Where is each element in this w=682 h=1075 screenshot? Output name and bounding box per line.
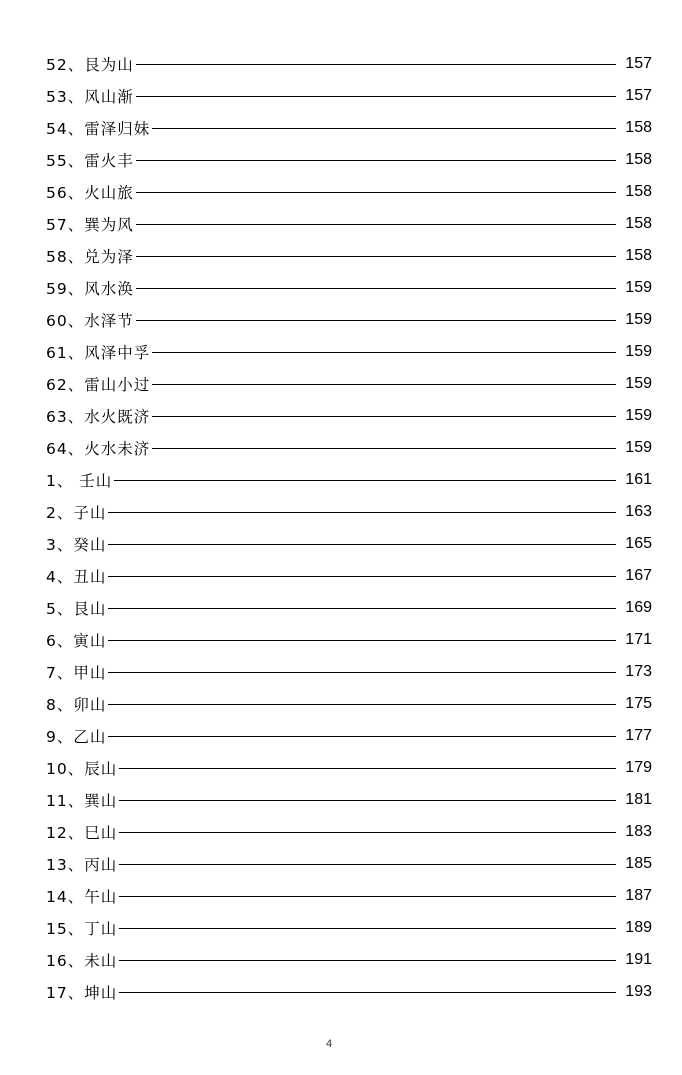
toc-entry-title: 5、艮山 xyxy=(46,600,107,618)
toc-entry-title: 61、风泽中孚 xyxy=(46,344,151,362)
toc-leader-line xyxy=(136,96,616,97)
toc-entry-page: 159 xyxy=(625,407,652,424)
toc-entry-title: 54、雷泽归妹 xyxy=(46,120,151,138)
toc-leader-line xyxy=(119,832,616,833)
toc-entry-page: 173 xyxy=(625,663,652,680)
toc-leader-line xyxy=(152,416,616,417)
toc-entry[interactable] xyxy=(46,720,652,752)
toc-entry-page: 167 xyxy=(625,567,652,584)
toc-leader-line xyxy=(108,640,616,641)
page-number: 4 xyxy=(325,1038,333,1050)
toc-entry-page: 157 xyxy=(625,55,652,72)
toc-entry-title: 62、雷山小过 xyxy=(46,376,151,394)
toc-entry-title: 9、乙山 xyxy=(46,728,107,746)
toc-leader-line xyxy=(119,768,616,769)
toc-entry[interactable] xyxy=(46,880,652,912)
toc-entry[interactable] xyxy=(46,624,652,656)
toc-entry-page: 158 xyxy=(625,183,652,200)
toc-leader-line xyxy=(136,256,616,257)
toc-entry-title: 1、 壬山 xyxy=(46,472,113,490)
toc-entry-page: 159 xyxy=(625,375,652,392)
toc-entry[interactable] xyxy=(46,400,652,432)
toc-entry[interactable] xyxy=(46,208,652,240)
toc-entry[interactable] xyxy=(46,432,652,464)
toc-entry-page: 158 xyxy=(625,247,652,264)
toc-entry-title: 16、未山 xyxy=(46,952,118,970)
toc-leader-line xyxy=(152,128,616,129)
toc-entry-title: 56、火山旅 xyxy=(46,184,134,202)
toc-leader-line xyxy=(108,672,616,673)
toc-entry[interactable] xyxy=(46,560,652,592)
toc-leader-line xyxy=(136,64,616,65)
toc-entry[interactable] xyxy=(46,48,652,80)
toc-entry-title: 12、巳山 xyxy=(46,824,118,842)
toc-entry[interactable] xyxy=(46,80,652,112)
toc-entry-title: 6、寅山 xyxy=(46,632,107,650)
toc-entry-title: 11、巽山 xyxy=(46,792,118,810)
toc-entry-page: 189 xyxy=(625,919,652,936)
toc-entry-page: 158 xyxy=(625,215,652,232)
toc-entry-title: 58、兑为泽 xyxy=(46,248,134,266)
toc-entry[interactable] xyxy=(46,336,652,368)
toc-entry-title: 57、巽为风 xyxy=(46,216,134,234)
toc-leader-line xyxy=(136,288,616,289)
toc-leader-line xyxy=(136,160,616,161)
toc-entry[interactable] xyxy=(46,848,652,880)
toc-entry[interactable] xyxy=(46,912,652,944)
toc-entry-title: 17、坤山 xyxy=(46,984,118,1002)
toc-entry-page: 159 xyxy=(625,343,652,360)
toc-entry-page: 159 xyxy=(625,279,652,296)
toc-entry-title: 59、风水涣 xyxy=(46,280,134,298)
toc-entry[interactable] xyxy=(46,752,652,784)
toc-entry-page: 158 xyxy=(625,151,652,168)
toc-entry[interactable] xyxy=(46,688,652,720)
toc-entry[interactable] xyxy=(46,528,652,560)
toc-entry[interactable] xyxy=(46,176,652,208)
table-of-contents xyxy=(46,48,652,1008)
toc-entry[interactable] xyxy=(46,272,652,304)
toc-entry-page: 179 xyxy=(625,759,652,776)
toc-entry[interactable] xyxy=(46,368,652,400)
toc-entry[interactable] xyxy=(46,304,652,336)
toc-entry[interactable] xyxy=(46,592,652,624)
toc-leader-line xyxy=(152,448,616,449)
toc-leader-line xyxy=(152,384,616,385)
toc-leader-line xyxy=(119,960,616,961)
toc-entry-page: 177 xyxy=(625,727,652,744)
toc-entry-page: 159 xyxy=(625,439,652,456)
toc-entry-title: 53、风山渐 xyxy=(46,88,134,106)
toc-entry-page: 158 xyxy=(625,119,652,136)
toc-entry[interactable] xyxy=(46,112,652,144)
toc-entry-title: 52、艮为山 xyxy=(46,56,134,74)
toc-entry-title: 4、丑山 xyxy=(46,568,107,586)
toc-leader-line xyxy=(119,928,616,929)
toc-entry-page: 165 xyxy=(625,535,652,552)
toc-entry[interactable] xyxy=(46,240,652,272)
toc-leader-line xyxy=(119,992,616,993)
toc-leader-line xyxy=(136,192,616,193)
toc-entry-page: 163 xyxy=(625,503,652,520)
toc-entry-title: 63、水火既济 xyxy=(46,408,151,426)
toc-leader-line xyxy=(108,608,616,609)
toc-entry-title: 3、癸山 xyxy=(46,536,107,554)
toc-entry-page: 175 xyxy=(625,695,652,712)
toc-entry[interactable] xyxy=(46,784,652,816)
toc-entry-title: 7、甲山 xyxy=(46,664,107,682)
toc-entry[interactable] xyxy=(46,144,652,176)
toc-entry[interactable] xyxy=(46,816,652,848)
toc-entry-page: 169 xyxy=(625,599,652,616)
toc-entry-title: 13、丙山 xyxy=(46,856,118,874)
toc-entry-page: 183 xyxy=(625,823,652,840)
toc-entry-title: 2、子山 xyxy=(46,504,107,522)
toc-entry-title: 55、雷火丰 xyxy=(46,152,134,170)
toc-entry-page: 185 xyxy=(625,855,652,872)
toc-leader-line xyxy=(108,576,616,577)
toc-entry-title: 15、丁山 xyxy=(46,920,118,938)
toc-leader-line xyxy=(119,896,616,897)
toc-entry-title: 14、午山 xyxy=(46,888,118,906)
toc-entry-title: 10、辰山 xyxy=(46,760,118,778)
toc-leader-line xyxy=(114,480,616,481)
toc-leader-line xyxy=(108,736,616,737)
toc-entry-page: 171 xyxy=(625,631,652,648)
toc-entry[interactable] xyxy=(46,656,652,688)
toc-entry[interactable] xyxy=(46,496,652,528)
toc-entry-page: 193 xyxy=(625,983,652,1000)
toc-leader-line xyxy=(152,352,616,353)
toc-entry-page: 181 xyxy=(625,791,652,808)
toc-entry-title: 8、卯山 xyxy=(46,696,107,714)
toc-leader-line xyxy=(136,224,616,225)
toc-entry-page: 159 xyxy=(625,311,652,328)
toc-entry-page: 157 xyxy=(625,87,652,104)
toc-leader-line xyxy=(136,320,616,321)
toc-entry[interactable] xyxy=(46,464,652,496)
toc-entry-page: 161 xyxy=(625,471,652,488)
toc-leader-line xyxy=(119,864,616,865)
toc-entry[interactable] xyxy=(46,976,652,1008)
toc-entry-page: 191 xyxy=(625,951,652,968)
toc-leader-line xyxy=(108,704,616,705)
toc-list xyxy=(46,48,652,1008)
toc-leader-line xyxy=(119,800,616,801)
toc-entry-page: 187 xyxy=(625,887,652,904)
toc-leader-line xyxy=(108,512,616,513)
toc-entry-title: 64、火水未济 xyxy=(46,440,151,458)
toc-entry-title: 60、水泽节 xyxy=(46,312,134,330)
toc-entry[interactable] xyxy=(46,944,652,976)
toc-leader-line xyxy=(108,544,616,545)
